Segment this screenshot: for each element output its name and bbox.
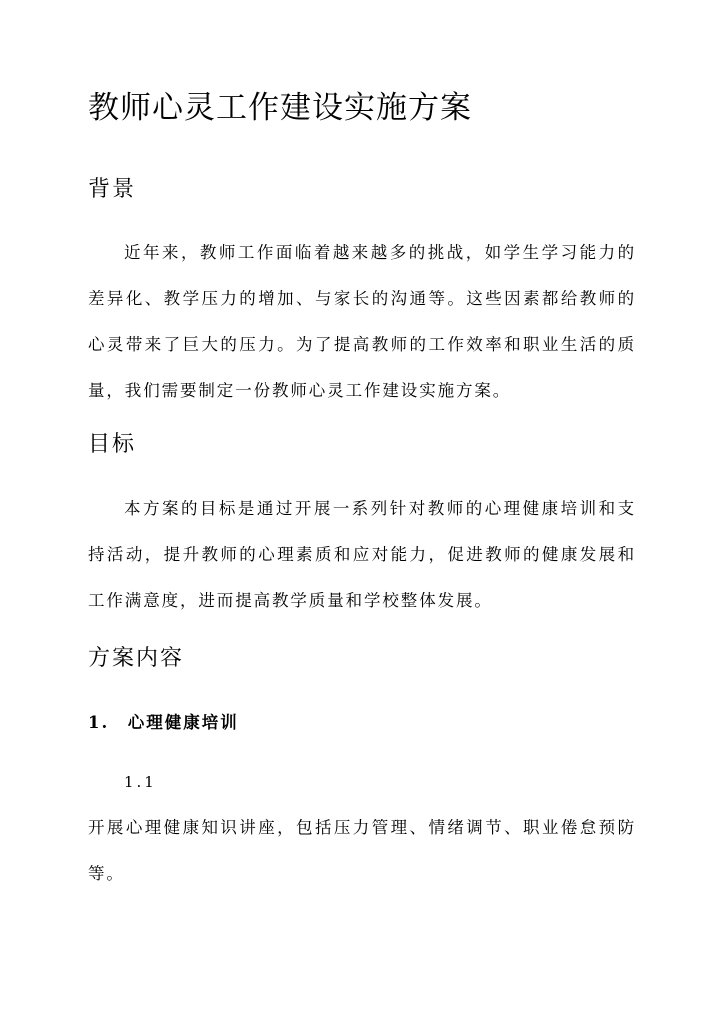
section-heading-background: 背景 bbox=[88, 177, 137, 202]
document-title: 教师心灵工作建设实施方案 bbox=[88, 90, 472, 126]
section-heading-goal: 目标 bbox=[88, 432, 137, 457]
sub-item-number: 1.1 bbox=[124, 773, 157, 791]
background-paragraph: 近年来，教师工作面临着越来越多的挑战，如学生学习能力的差异化、教学压力的增加、与家长的沟通等。这些因素都给教师的心灵带来了巨大的压力。为了提高教师的工作效率和职业生活的质量，我们需要制定一份教师心灵工作建设实施方案。 bbox=[88, 243, 636, 400]
goal-paragraph: 本方案的目标是通过开展一系列针对教师的心理健康培训和支持活动，提升教师的心理素质和应对能力，促进教师的健康发展和工作满意度，进而提高教学质量和学校整体发展。 bbox=[88, 499, 636, 610]
subsection-heading-training: 1. 心理健康培训 bbox=[88, 713, 239, 732]
section-heading-content: 方案内容 bbox=[88, 646, 185, 671]
sub-item-text: 开展心理健康知识讲座，包括压力管理、情绪调节、职业倦怠预防等。 bbox=[88, 818, 636, 883]
